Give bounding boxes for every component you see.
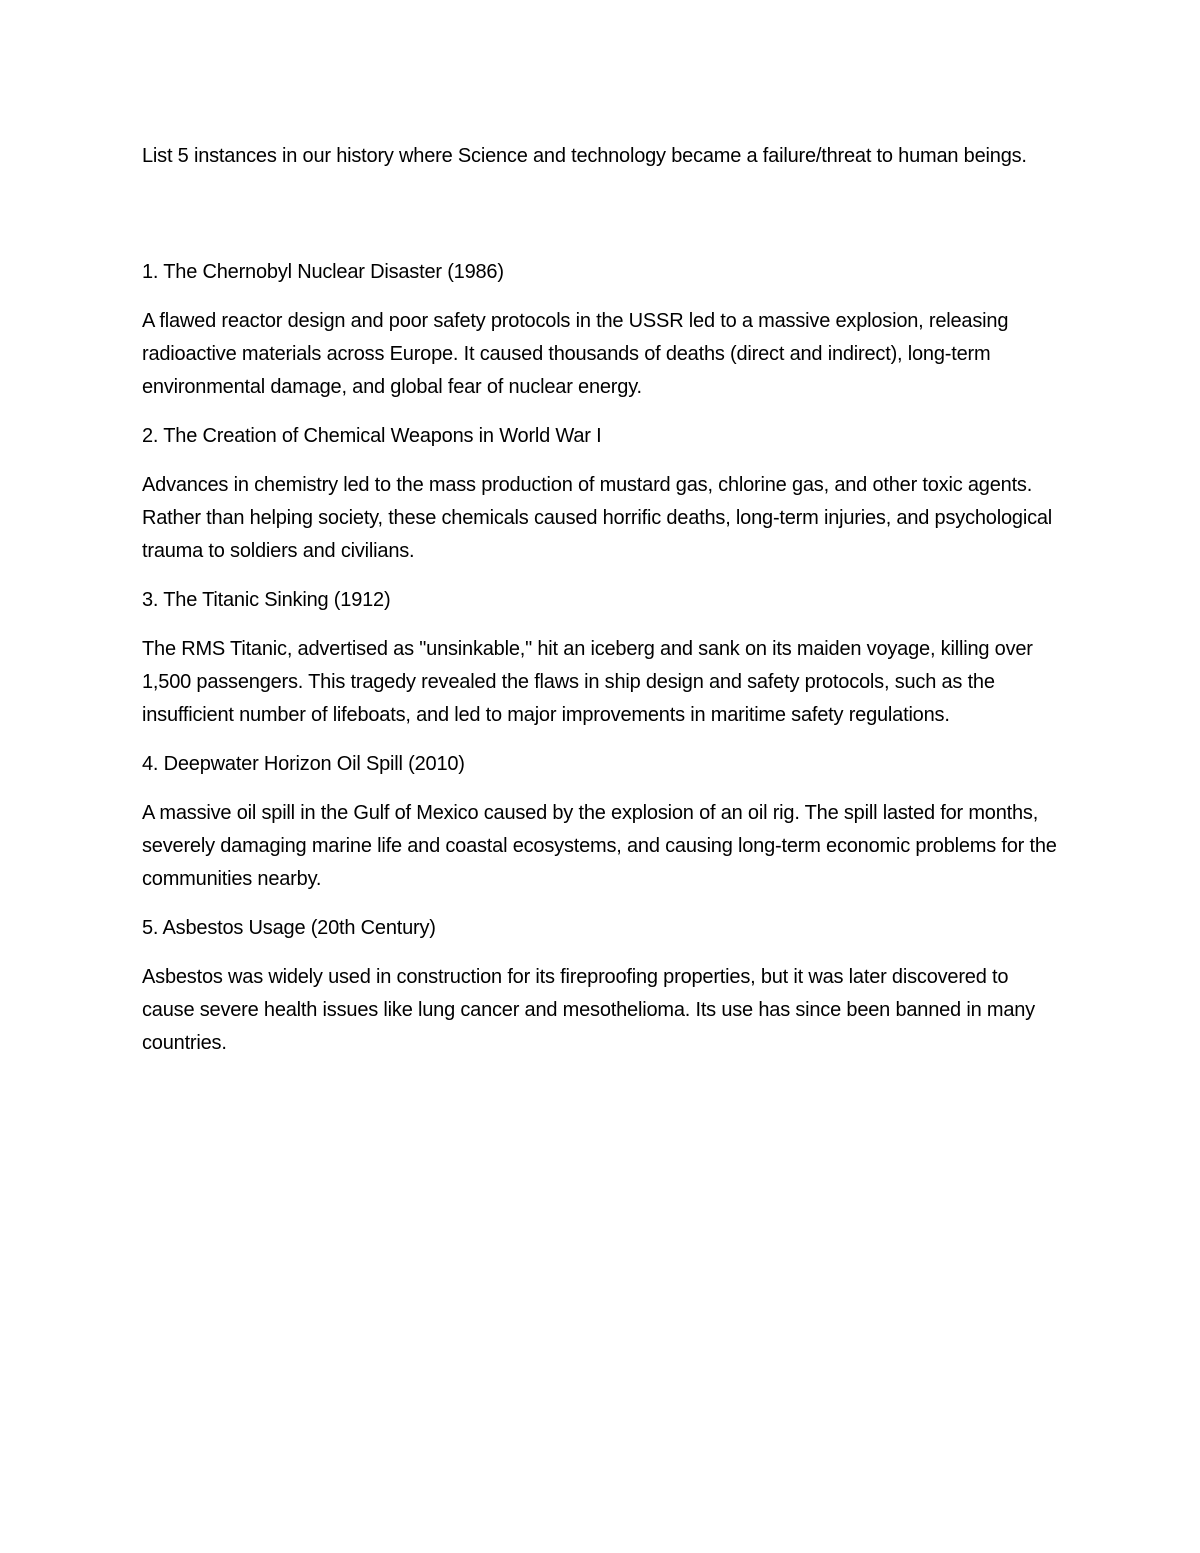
list-item [142,584,1058,732]
list-item [142,420,1058,568]
item-body: Asbestos was widely used in construction for its fireproofing properties, but it was later discovered to cause severe health issues like lung cancer and mesothelioma. Its use has since been banned in many countries. [142,966,1035,1054]
list-item [142,256,1058,404]
item-body: Advances in chemistry led to the mass production of mustard gas, chlorine gas, and other toxic agents. Rather than helping society, these chemicals caused horrific deaths, long-term injuries, and psychological trauma to soldiers and civilians. [142,474,1053,562]
list-item [142,912,1058,1060]
document-body [142,140,1058,1076]
list-item [142,748,1058,896]
intro-paragraph: List 5 instances in our history where Science and technology became a failure/threat to human beings. [142,145,1027,167]
item-heading: 2. The Creation of Chemical Weapons in World War I [142,425,602,447]
item-heading: 3. The Titanic Sinking (1912) [142,589,391,611]
item-heading: 5. Asbestos Usage (20th Century) [142,917,436,939]
item-body: A massive oil spill in the Gulf of Mexico caused by the explosion of an oil rig. The spill lasted for months, severely damaging marine life and coastal ecosystems, and causing long-term economic problems for the communities nearby. [142,802,1057,890]
item-heading: 1. The Chernobyl Nuclear Disaster (1986) [142,261,504,283]
item-body: A flawed reactor design and poor safety protocols in the USSR led to a massive explosion, releasing radioactive materials across Europe. It caused thousands of deaths (direct and indirect), long-term environmental damage, and global fear of nuclear energy. [142,310,1009,398]
item-body: The RMS Titanic, advertised as "unsinkable," hit an iceberg and sank on its maiden voyage, killing over 1,500 passengers. This tragedy revealed the flaws in ship design and safety protocols, such as the insufficient number of lifeboats, and led to major improvements in maritime safety regulations. [142,638,1033,726]
item-heading: 4. Deepwater Horizon Oil Spill (2010) [142,753,465,775]
